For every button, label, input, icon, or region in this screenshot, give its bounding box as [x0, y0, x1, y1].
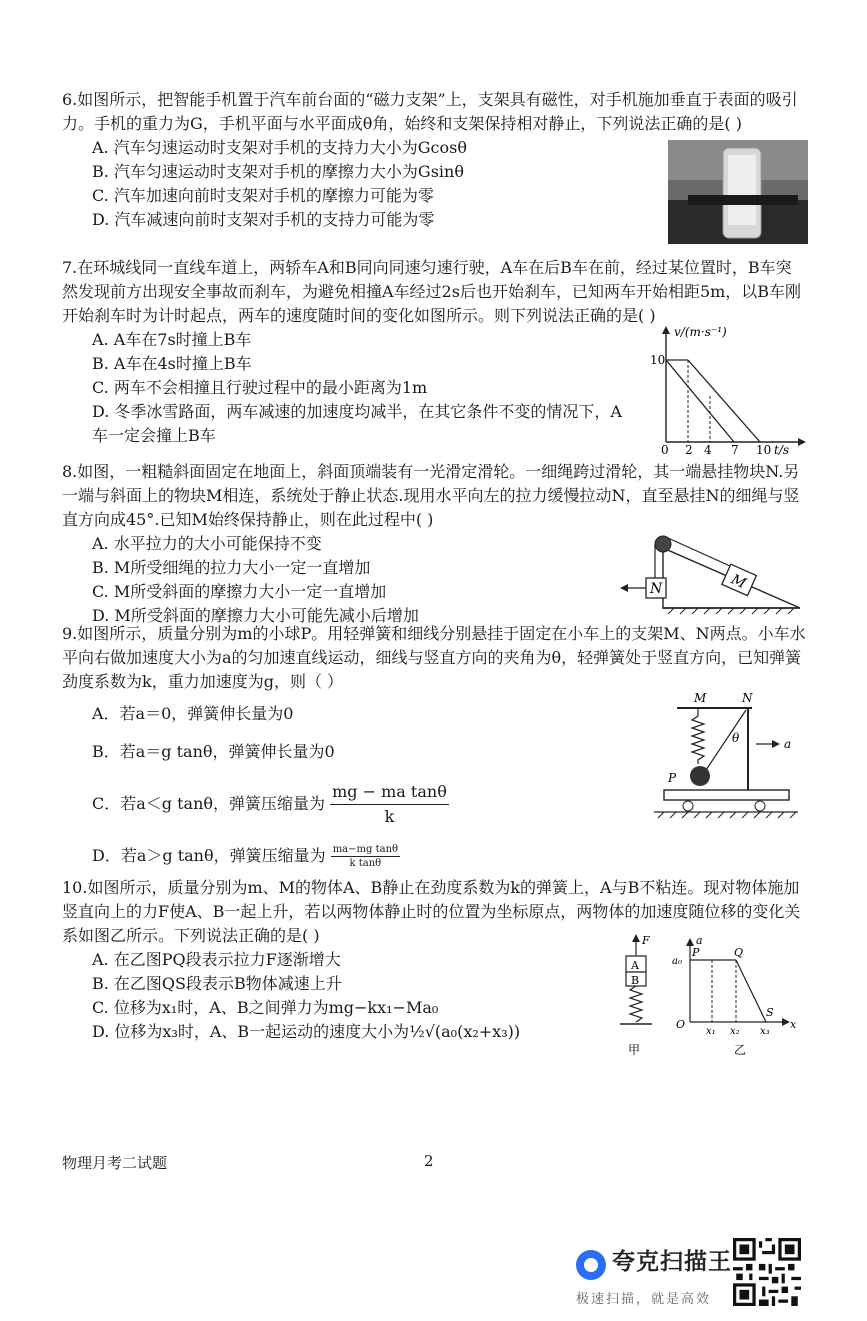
- q7-option-a: A. A车在7s时撞上B车: [92, 330, 252, 349]
- vt-xtick-0: 0: [661, 443, 669, 457]
- label-m-point: M: [694, 691, 707, 705]
- q9-option-b: B．若a＝g tanθ，弹簧伸长量为0: [92, 742, 335, 761]
- q7-option-b: B. A车在4s时撞上B车: [92, 354, 252, 373]
- q9-option-d-text: D．若a＞g tanθ，弹簧压缩量为: [92, 846, 326, 865]
- q9-c-denominator: k: [384, 807, 395, 826]
- vt-xtick-4: 4: [704, 443, 712, 457]
- label-ball-p: P: [668, 771, 677, 785]
- yi-caption: 乙: [734, 1043, 747, 1057]
- vt-xtick-7: 7: [731, 443, 739, 457]
- q8-option-b: B. M所受细绳的拉力大小一定一直增加: [92, 558, 371, 577]
- spring-blocks-figures: [606, 930, 806, 1060]
- yi-axis-a: a: [696, 934, 703, 947]
- yi-axis-x: x: [790, 1018, 797, 1031]
- q6-option-d: D. 汽车减速向前时支架对手机的支持力可能为零: [92, 210, 435, 229]
- velocity-time-graph: [648, 322, 808, 458]
- q10-option-d-formula: ½√(a₀(x₂+x₃)): [409, 1022, 521, 1041]
- q10-option-b: B. 在乙图QS段表示B物体减速上升: [92, 974, 342, 993]
- q7-option-d: D. 冬季冰雪路面，两车减速的加速度均减半，在其它条件不变的情况下，A车一定会撞上B车: [92, 402, 622, 445]
- yi-point-q: Q: [734, 946, 744, 959]
- block-m-label: M: [728, 571, 749, 593]
- jia-force-f: F: [642, 934, 650, 947]
- label-accel-a: a: [784, 737, 792, 751]
- q6-option-b: B. 汽车匀速运动时支架对手机的摩擦力大小为Gsinθ: [92, 162, 464, 181]
- qr-code-icon: [733, 1238, 801, 1306]
- label-n-point: N: [742, 691, 753, 705]
- q8-option-c: C. M所受斜面的摩擦力大小一定一直增加: [92, 582, 387, 601]
- q9-option-d: [62, 843, 807, 870]
- jia-block-b: B: [631, 974, 640, 987]
- q9-option-a: A．若a＝0，弹簧伸长量为0: [92, 704, 294, 723]
- brand-name: 夸克扫描王: [612, 1249, 732, 1275]
- q9-option-c-text: C．若a＜g tanθ，弹簧压缩量为: [92, 794, 326, 813]
- yi-point-s: S: [766, 1006, 774, 1019]
- q9-d-numerator: ma−mg tanθ: [332, 844, 399, 855]
- cart-spring-figure: [652, 690, 802, 820]
- q9-option-c-fraction: [330, 780, 449, 829]
- q9-option-d-fraction: [331, 843, 400, 870]
- question-10-stem: 10.如图所示，质量分别为m、M的物体A、B静止在劲度系数为k的弹簧上，A与B不粘连。现对物体施加竖直向上的力F使A、B一起上升，若以两物体静止时的位置为坐标原点，两物体的加速度随位移的变化关系如图乙所示。下列说法正确的是( ): [62, 878, 801, 945]
- q10-option-d-text: D. 位移为x₃时，A、B一起运动的速度大小为: [92, 1022, 410, 1041]
- scanner-watermark: [576, 1243, 732, 1307]
- q8-option-d: D. M所受斜面的摩擦力大小可能先减小后增加: [92, 606, 419, 625]
- jia-caption: 甲: [628, 1043, 641, 1057]
- block-n-label: N: [650, 581, 663, 597]
- question-7-stem: 7.在环城线同一直线车道上，两轿车A和B同向同速匀速行驶，A车在后B车在前，经过某位置时，B车突然发现前方出现安全事故而刹车，为避免相撞A车经过2s后也开始刹车，已知两车开始相距5m，以B车刚开始刹车时为计时起点，两车的速度随时间的变化如图所示。则下列说法正确的是( ): [62, 258, 802, 325]
- q8-option-a: A. 水平拉力的大小可能保持不变: [92, 534, 322, 553]
- q9-c-numerator: mg − ma tanθ: [330, 780, 449, 805]
- q6-option-c: C. 汽车加速向前时支架对手机的摩擦力可能为零: [92, 186, 434, 205]
- yi-x3: x₃: [760, 1026, 770, 1037]
- question-6-stem: 6.如图所示，把智能手机置于汽车前台面的“磁力支架”上，支架具有磁性，对手机施加垂直于表面的吸引力。手机的重力为G，手机平面与水平面成θ角，始终和支架保持相对静止，下列说法正确的是( ): [62, 90, 798, 133]
- yi-x2: x₂: [730, 1026, 740, 1037]
- phone-mount-photo: [668, 140, 808, 244]
- vt-ytick-10: 10: [650, 353, 666, 367]
- jia-block-a: A: [631, 959, 639, 972]
- q9-d-denominator: k tanθ: [349, 858, 382, 869]
- label-theta: θ: [732, 731, 740, 745]
- question-9-stem: 9.如图所示，质量分别为m的小球P。用轻弹簧和细线分别悬挂于固定在小车上的支架M、N两点。小车水平向右做加速度大小为a的匀加速直线运动，细线与竖直方向的夹角为θ，轻弹簧处于竖直方向，已知弹簧劲度系数为k，重力加速度为g，则（ ）: [62, 624, 806, 691]
- yi-origin-o: O: [676, 1018, 686, 1031]
- quark-logo-icon: [576, 1250, 606, 1280]
- page-number: 2: [424, 1152, 434, 1170]
- vt-xtick-10: 10: [756, 443, 772, 457]
- question-8-stem: 8.如图，一粗糙斜面固定在地面上，斜面顶端装有一光滑定滑轮。一细绳跨过滑轮，其一端悬挂物块N.另一端与斜面上的物块M相连，系统处于静止状态.现用水平向左的拉力缓慢拉动N，直至悬挂N的细绳与竖直方向成45°.已知M始终保持静止，则在此过程中( ): [62, 462, 800, 529]
- yi-x1: x₁: [706, 1026, 716, 1037]
- q10-option-a: A. 在乙图PQ段表示拉力F逐渐增大: [92, 950, 341, 969]
- vt-xtick-2: 2: [685, 443, 693, 457]
- q6-option-a: A. 汽车匀速运动时支架对手机的支持力大小为Gcosθ: [92, 138, 467, 157]
- brand-slogan: 极速扫描，就是高效: [576, 1291, 712, 1307]
- yi-a0: a₀: [672, 956, 682, 967]
- vt-xlabel: t/s: [774, 443, 790, 457]
- vt-ylabel: v/(m·s⁻¹): [674, 325, 727, 339]
- footer-title: 物理月考二试题: [62, 1154, 168, 1172]
- q7-option-c: C. 两车不会相撞且行驶过程中的最小距离为1m: [92, 378, 428, 397]
- q10-option-c: C. 位移为x₁时，A、B之间弹力为mg−kx₁−Ma₀: [92, 998, 439, 1017]
- incline-pulley-figure: [618, 528, 808, 618]
- yi-point-p: P: [692, 946, 700, 959]
